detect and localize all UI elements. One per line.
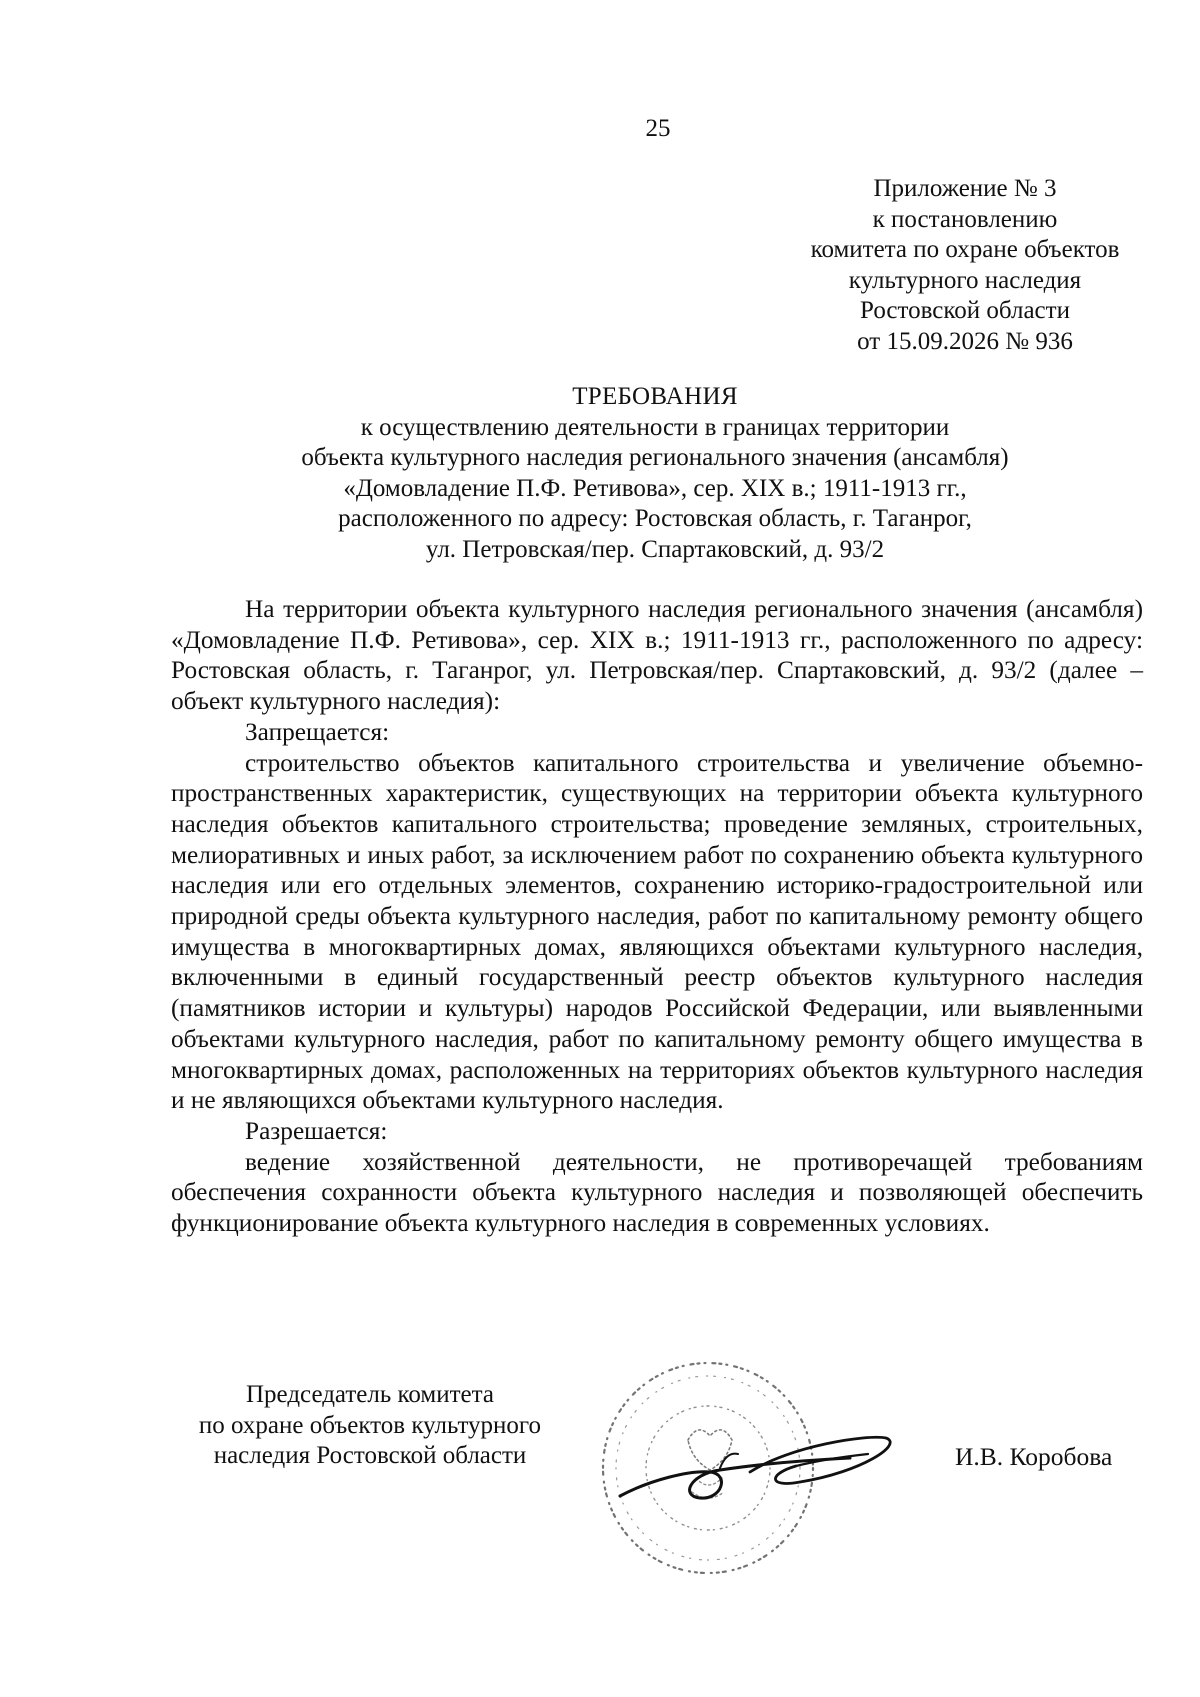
document-body: [171, 594, 1143, 1239]
intro-paragraph: На территории объекта культурного наследия регионального значения (ансамбля) «Домовладение П.Ф. Ретивова», сер. XIX в.; 1911-1913 гг., расположенного по адресу: Ростовская область, г. Таганрог, ул. Петровская/пер. Спартаковский, д. 93/2 (далее – объект культурного наследия):: [171, 595, 1143, 716]
heading-line: объекта культурного наследия регионального значения (ансамбля): [301, 444, 1009, 471]
position-line: наследия Ростовской области: [213, 1442, 527, 1469]
position-line: Председатель комитета: [246, 1381, 494, 1408]
heading-line: расположенного по адресу: Ростовская область, г. Таганрог,: [338, 505, 972, 532]
prohibited-label: Запрещается:: [245, 717, 390, 746]
document-title: ТРЕБОВАНИЯ: [572, 383, 738, 410]
allowed-paragraph: ведение хозяйственной деятельности, не противоречащей требованиям обеспечения сохранности объекта культурного наследия и позволяющей обеспечить функционирование объекта культурного наследия в современных условиях.: [171, 1147, 1143, 1238]
allowed-label: Разрешается:: [245, 1116, 388, 1145]
seal-stamp: [603, 1363, 813, 1573]
signatory-position: [160, 1380, 580, 1472]
appendix-block: [740, 174, 1190, 357]
position-line: по охране объектов культурного: [198, 1411, 542, 1439]
heading-line: ул. Петровская/пер. Спартаковский, д. 93/2: [425, 535, 885, 563]
appendix-line: комитета по охране объектов: [810, 236, 1120, 263]
prohibited-paragraph: строительство объектов капитального строительства и увеличение объемно-пространственных характеристик, существующих на территории объекта культурного наследия объектов капитального строительства; проведение земляных, строительных, мелиоративных и иных работ, за исключением работ по сохранению объекта культурного наследия или его отдельных элементов, сохранению историко-градостроительной или природной среды объекта культурного наследия, работ по капитальному ремонту общего имущества в многоквартирных домах, являющихся объектами культурного наследия, включенными в единый государственный реестр объектов культурного наследия (памятников истории и культуры) народов Российской Федерации, или выявленными объектами культурного наследия, работ по капитальному ремонту общего имущества в многоквартирных домах, расположенных на территориях объектов культурного наследия и не являющихся объектами культурного наследия.: [171, 748, 1143, 1115]
document-heading: [170, 382, 1140, 565]
appendix-line: Ростовской области: [860, 297, 1070, 324]
official-seal-with-signature: [600, 1350, 940, 1590]
appendix-line: Приложение № 3: [873, 175, 1057, 202]
appendix-line: от 15.09.2026 № 936: [857, 327, 1073, 355]
page-number: 25: [645, 115, 671, 142]
appendix-line: культурного наследия: [848, 266, 1082, 294]
heading-line: к осуществлению деятельности в границах территории: [360, 413, 950, 441]
handwritten-signature: [620, 1437, 890, 1498]
heading-line: «Домовладение П.Ф. Ретивова», сер. XIX в.; 1911-1913 гг.,: [343, 474, 967, 502]
signer-name: И.В. Коробова: [955, 1442, 1113, 1471]
appendix-line: к постановлению: [872, 205, 1058, 233]
